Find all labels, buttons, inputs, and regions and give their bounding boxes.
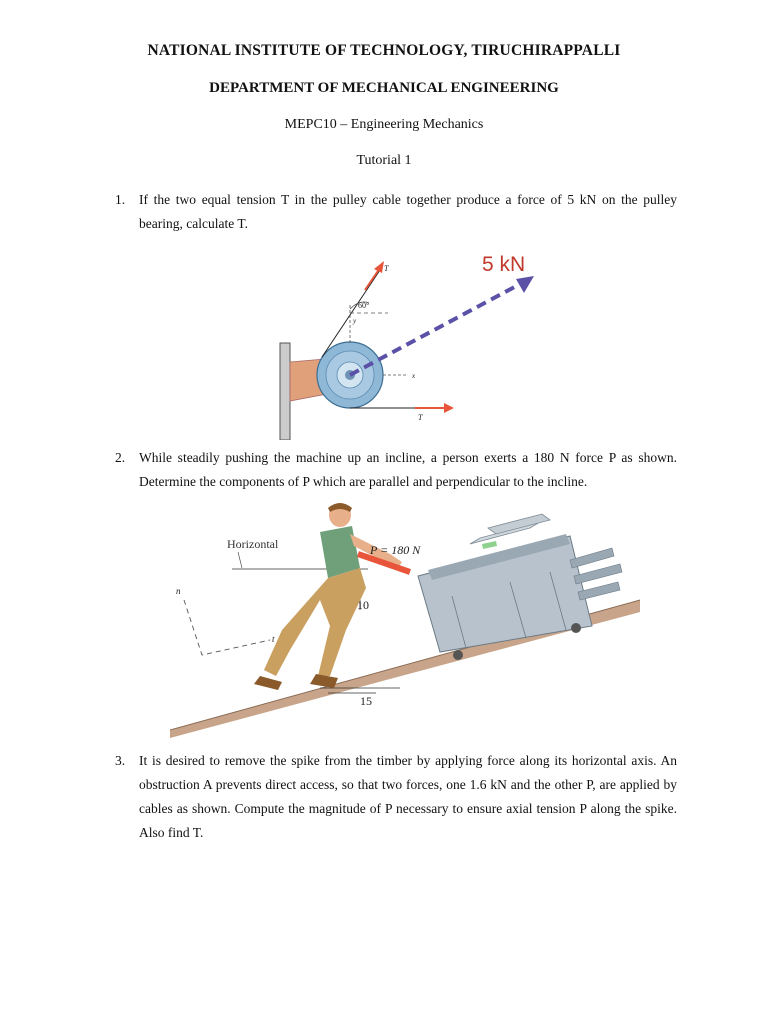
tension-right-arrow	[444, 403, 454, 413]
question-2	[115, 446, 677, 494]
t-axis-label: t	[272, 634, 275, 644]
tutorial-title: Tutorial 1	[356, 153, 412, 168]
question-number: 1.	[115, 192, 126, 207]
department-title: DEPARTMENT OF MECHANICAL ENGINEERING	[209, 80, 559, 96]
push-force-label: P = 180 N	[370, 543, 421, 557]
wall	[280, 343, 290, 440]
question-1	[115, 188, 677, 236]
n-axis-label: n	[176, 586, 181, 596]
horizontal-label: Horizontal	[227, 537, 279, 551]
question-text: If the two equal tension T in the pulley cable together produce a force of 5 kN on the pulley bearing, calculate T.	[139, 192, 677, 231]
institute-title: NATIONAL INSTITUTE OF TECHNOLOGY, TIRUCHIRAPPALLI	[147, 42, 621, 59]
force-label: 5 kN	[482, 253, 526, 276]
n-t-axes	[184, 600, 270, 655]
course-title: MEPC10 – Engineering Mechanics	[284, 117, 484, 132]
angle-label: 60°	[358, 301, 370, 310]
run-label: 15	[360, 694, 372, 708]
question-text: While steadily pushing the machine up an incline, a person exerts a 180 N force P as shown. Determine the components of P which are parallel and perpendicular to the incline.	[139, 450, 677, 489]
question-text: It is desired to remove the spike from the timber by applying force along its horizontal axis. An obstruction A prevents direct access, so that two forces, one 1.6 kN and the other P, are applied by cables as shown. Compute the magnitude of P necessary to ensure axial tension P along the spike. Also find T.	[139, 753, 677, 840]
question-number: 2.	[115, 450, 126, 465]
person	[254, 503, 402, 690]
incline-figure	[170, 500, 650, 740]
tension-right-label: T	[418, 413, 423, 422]
pulley-figure	[270, 245, 560, 440]
copier-machine	[418, 514, 622, 660]
tension-top-label: T	[384, 264, 389, 273]
y-axis-label: y	[353, 317, 357, 325]
question-3	[115, 749, 677, 845]
tension-top-arrow	[374, 261, 384, 273]
x-axis-label: x	[412, 372, 416, 380]
question-number: 3.	[115, 753, 126, 768]
rise-label: 10	[357, 598, 369, 612]
